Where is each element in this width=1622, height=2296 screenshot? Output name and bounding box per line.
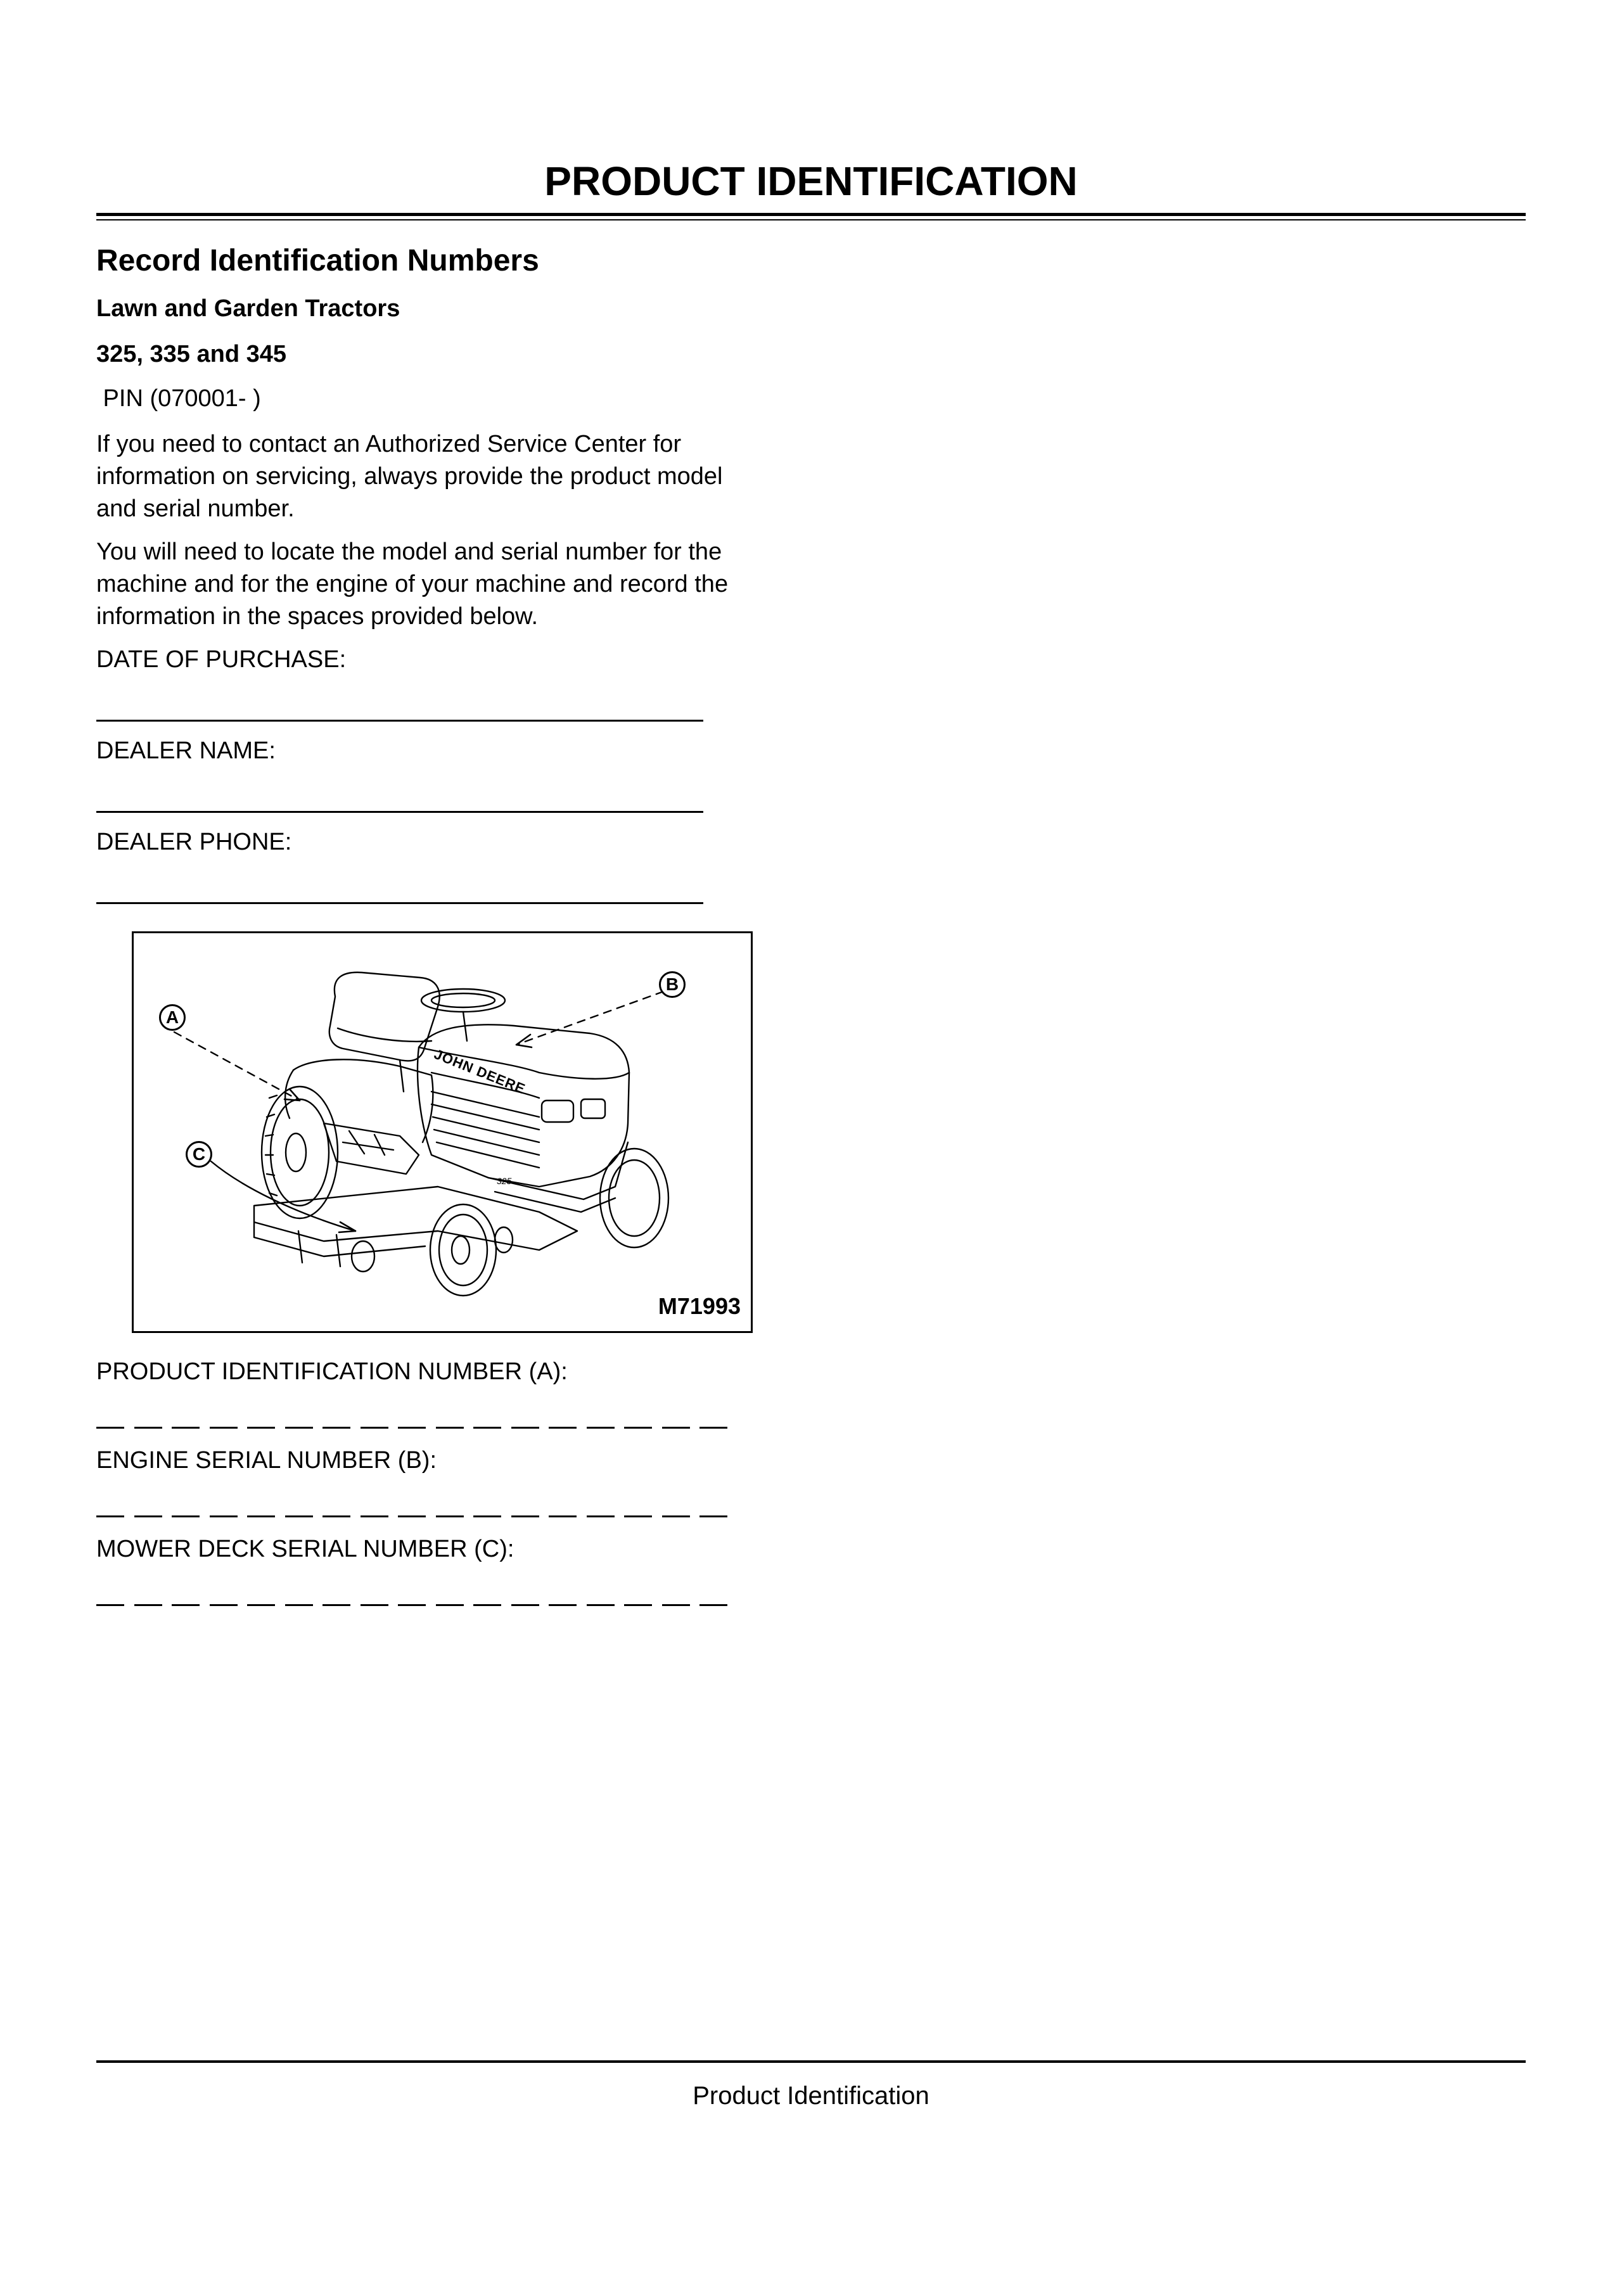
page-footer: Product Identification	[693, 2082, 929, 2110]
footer-rule	[96, 2060, 1526, 2063]
entry-dash	[398, 1604, 426, 1606]
section-subheading: Lawn and Garden Tractors	[96, 295, 400, 322]
entry-dash	[511, 1515, 539, 1517]
header-rule-thin	[96, 219, 1526, 220]
entry-dash	[285, 1515, 313, 1517]
entry-dash	[285, 1604, 313, 1606]
pin-label: PRODUCT IDENTIFICATION NUMBER (A):	[96, 1358, 568, 1385]
entry-dash	[361, 1427, 388, 1429]
paragraph-line: You will need to locate the model and serial number for the	[96, 539, 722, 565]
entry-dash	[624, 1604, 652, 1606]
entry-dash	[511, 1427, 539, 1429]
date-of-purchase-label: DATE OF PURCHASE:	[96, 646, 347, 673]
paragraph-line: and serial number.	[96, 495, 295, 522]
entry-dash	[699, 1604, 727, 1606]
section-heading: Record Identification Numbers	[96, 244, 539, 277]
page-title: PRODUCT IDENTIFICATION	[544, 158, 1078, 204]
entry-dash	[473, 1427, 501, 1429]
entry-dash	[587, 1515, 615, 1517]
engine-serial-label: ENGINE SERIAL NUMBER (B):	[96, 1447, 437, 1474]
callout-a: A	[159, 1004, 186, 1031]
entry-dash	[361, 1515, 388, 1517]
entry-dash	[172, 1427, 200, 1429]
entry-dash	[662, 1515, 690, 1517]
entry-dash	[699, 1515, 727, 1517]
entry-dash	[549, 1515, 577, 1517]
entry-dash	[436, 1604, 464, 1606]
entry-dash	[210, 1515, 238, 1517]
entry-dash	[134, 1604, 162, 1606]
entry-dash	[624, 1515, 652, 1517]
entry-dash	[134, 1515, 162, 1517]
entry-dash	[624, 1427, 652, 1429]
paragraph-line: machine and for the engine of your machine and record the	[96, 571, 729, 597]
entry-dash	[247, 1427, 275, 1429]
entry-dash	[322, 1427, 350, 1429]
entry-dash	[322, 1604, 350, 1606]
tractor-figure	[132, 931, 753, 1333]
callout-b: B	[659, 971, 686, 998]
entry-dash	[96, 1515, 124, 1517]
deck-serial-label: MOWER DECK SERIAL NUMBER (C):	[96, 1536, 514, 1562]
dealer-name-line[interactable]	[96, 811, 703, 813]
entry-dash	[549, 1604, 577, 1606]
entry-dash	[398, 1515, 426, 1517]
paragraph-line: If you need to contact an Authorized Service Center for	[96, 431, 682, 457]
entry-dash	[210, 1427, 238, 1429]
entry-dash	[172, 1604, 200, 1606]
entry-dash	[587, 1427, 615, 1429]
pin-entry-dashes[interactable]	[96, 1427, 717, 1429]
header-rule-thick	[96, 213, 1526, 216]
date-of-purchase-line[interactable]	[96, 720, 703, 722]
paragraph-line: information on servicing, always provide the product model	[96, 463, 723, 490]
entry-dash	[134, 1427, 162, 1429]
entry-dash	[549, 1427, 577, 1429]
entry-dash	[361, 1604, 388, 1606]
entry-dash	[96, 1427, 124, 1429]
entry-dash	[662, 1604, 690, 1606]
tractor-illustration	[134, 933, 751, 1331]
model-list: 325, 335 and 345	[96, 341, 286, 367]
entry-dash	[473, 1604, 501, 1606]
entry-dash	[662, 1427, 690, 1429]
engine-serial-entry-dashes[interactable]	[96, 1515, 717, 1518]
callout-c: C	[186, 1141, 212, 1168]
dealer-name-label: DEALER NAME:	[96, 737, 276, 764]
entry-dash	[247, 1604, 275, 1606]
entry-dash	[398, 1427, 426, 1429]
pin-range: PIN (070001- )	[96, 385, 261, 412]
paragraph-line: information in the spaces provided below.	[96, 603, 539, 630]
model-badge-text: 325	[497, 1176, 512, 1186]
figure-id: M71993	[658, 1293, 741, 1319]
dealer-phone-label: DEALER PHONE:	[96, 829, 292, 855]
entry-dash	[322, 1515, 350, 1517]
entry-dash	[587, 1604, 615, 1606]
entry-dash	[436, 1427, 464, 1429]
entry-dash	[210, 1604, 238, 1606]
hood-brand-text: JOHN DEERE	[431, 1046, 528, 1097]
entry-dash	[511, 1604, 539, 1606]
entry-dash	[247, 1515, 275, 1517]
entry-dash	[172, 1515, 200, 1517]
dealer-phone-line[interactable]	[96, 902, 703, 904]
entry-dash	[96, 1604, 124, 1606]
entry-dash	[436, 1515, 464, 1517]
entry-dash	[699, 1427, 727, 1429]
entry-dash	[473, 1515, 501, 1517]
deck-serial-entry-dashes[interactable]	[96, 1604, 717, 1607]
entry-dash	[285, 1427, 313, 1429]
